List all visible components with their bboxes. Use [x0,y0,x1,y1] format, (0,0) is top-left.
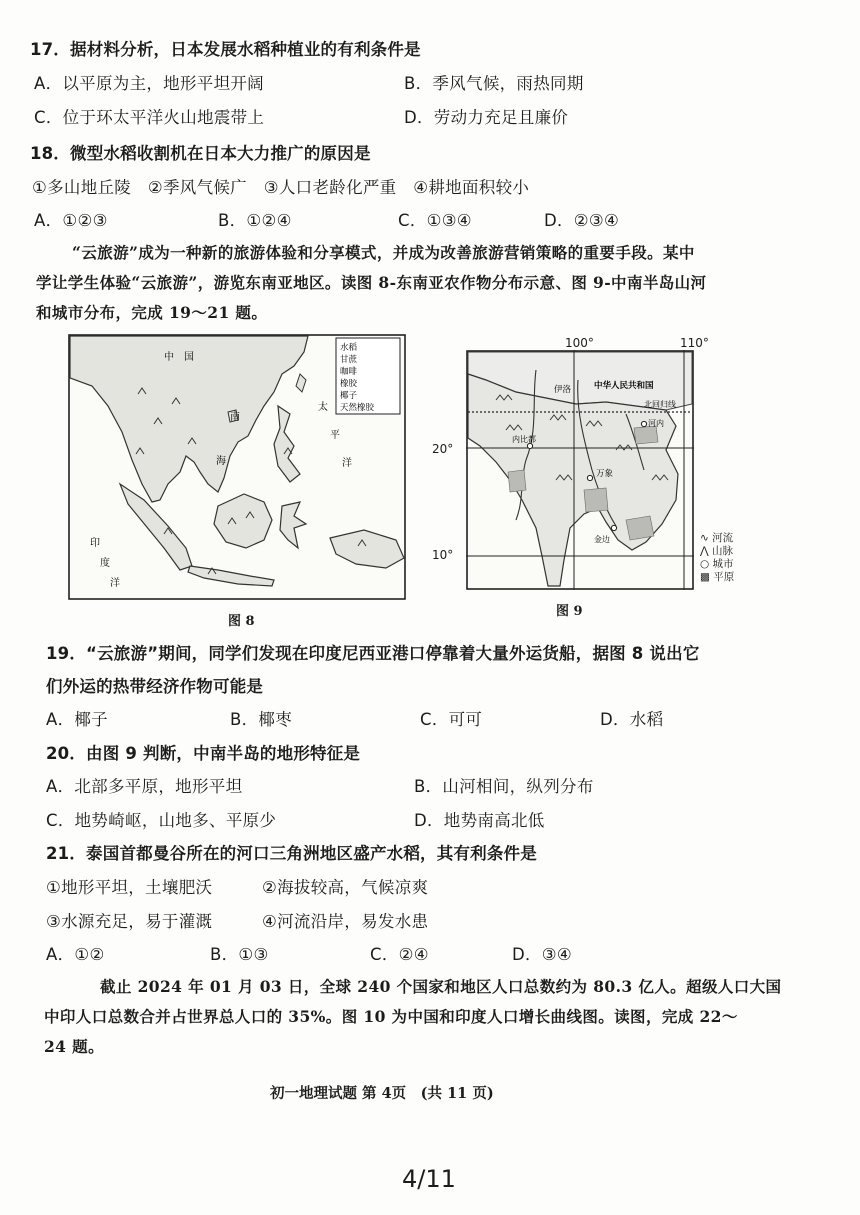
fig9-label-wanxiang: 万象 [596,469,614,479]
question-19-option-c: C．可可 [420,710,483,729]
question-17-stem: 17．据材料分析，日本发展水稻种植业的有利条件是 [30,40,421,59]
passage-cloud-tourism [36,238,826,328]
fig8-label-hai: 海 [216,456,226,467]
question-21-option-d: D．③④ [512,945,572,964]
fig9-legend-river-label: 河流 [712,532,734,544]
question-17-option-c: C．位于环太平洋火山地震带上 [34,108,265,127]
question-18-option-d: D．②③④ [544,211,620,230]
figure-8-southeast-asia-crop-map [68,334,406,600]
figure-9-caption: 图 9 [556,604,583,619]
passage-2-line-2: 中印人口总数合并占世界总人口的 35%。图 10 为中国和印度人口增长曲线图。读图，完成 22～ [44,1007,738,1026]
question-17-option-d: D．劳动力充足且廉价 [404,108,569,127]
fig9-legend-city-label: 城市 [712,558,734,570]
question-20-option-d: D．地势南高北低 [414,811,545,830]
page-footer: 初一地理试题 第 4页 (共 11 页) [270,1085,494,1102]
fig9-legend-mountain-label: 山脉 [711,545,733,557]
fig9-label-neibi: 内比都 [512,435,536,444]
question-19-stem-line-2: 们外运的热带经济作物可能是 [46,677,264,696]
fig9-legend-city: ○ 城市 [700,558,734,570]
fig8-legend-item-5: 椰子 [340,391,358,401]
fig9-label-tropic: 北回归线 [644,400,676,409]
fig9-label-yiluo: 伊洛 [554,385,572,395]
page-indicator: 4/11 [402,1165,456,1193]
fig8-label-indian-3: 洋 [110,578,120,589]
question-18-option-b: B．①②④ [218,211,292,230]
passage-1-line-1: “云旅游”成为一种新的旅游体验和分享模式，并成为改善旅游营销策略的重要手段。某中 [72,243,695,262]
fig8-legend-item-2: 甘蔗 [340,355,358,365]
fig9-legend-plain-label: 平原 [713,571,735,583]
fig8-label-pacific-1: 太 [318,402,328,413]
fig9-label-prc: 中华人民共和国 [594,381,654,391]
passage-2-line-3: 24 题。 [44,1037,104,1056]
passage-population [44,972,824,1062]
question-17-option-a: A．以平原为主，地形平坦开阔 [34,74,264,93]
fig8-label-nan: 南 [230,412,240,423]
question-21-option-a: A．①② [46,945,105,964]
question-18-option-c: C．①③④ [398,211,472,230]
fig8-label-pacific-2: 平 [330,430,340,441]
question-21-option-c: C．②④ [370,945,429,964]
question-18-items: ①多山地丘陵 ②季风气候广 ③人口老龄化严重 ④耕地面积较小 [32,178,530,197]
fig8-legend [336,338,400,414]
passage-2-line-1: 截止 2024 年 01 月 03 日，全球 240 个国家和地区人口总数约为 80.3 亿人。超级人口大国 [100,977,782,996]
fig9-lat-20: 20° [432,442,454,456]
fig8-legend-item-4: 橡胶 [340,379,358,389]
fig8-legend-item-1: 水稻 [340,343,358,353]
question-20-option-b: B．山河相间，纵列分布 [414,777,594,796]
fig9-label-jinbian: 金边 [594,535,610,544]
question-21-item-2: ②海拔较高，气候凉爽 [262,878,429,897]
question-21-item-3: ③水源充足，易于灌溉 [46,912,213,931]
fig9-legend-river: ∿ 河流 [700,532,734,544]
question-21-stem: 21．泰国首都曼谷所在的河口三角洲地区盛产水稻，其有利条件是 [46,844,537,863]
fig9-legend-plain: ▩ 平原 [700,571,735,583]
question-17-option-b: B．季风气候，雨热同期 [404,74,584,93]
question-18-stem: 18．微型水稻收割机在日本大力推广的原因是 [30,144,371,163]
question-20-stem: 20．由图 9 判断，中南半岛的地形特征是 [46,744,361,763]
question-19-option-b: B．椰枣 [230,710,293,729]
question-19-option-d: D．水稻 [600,710,664,729]
fig8-legend-item-3: 咖啡 [340,367,358,377]
fig9-label-henei: 河内 [648,419,664,428]
figure-8-caption: 图 8 [228,614,255,629]
figure-9-indochina-map [466,350,694,590]
fig9-lon-100: 100° [565,336,594,350]
passage-1-line-2: 学让学生体验“云旅游”，游览东南亚地区。读图 8-东南亚农作物分布示意、图 9-中南半岛山河 [36,273,707,292]
fig8-label-indian-2: 度 [100,558,110,569]
question-21-item-1: ①地形平坦，土壤肥沃 [46,878,213,897]
question-19-option-a: A．椰子 [46,710,108,729]
question-21-option-b: B．①③ [210,945,269,964]
fig9-lat-10: 10° [432,548,454,562]
fig9-lon-110: 110° [680,336,709,350]
fig9-legend-mountain: ⋀ 山脉 [700,545,733,557]
question-20-option-c: C．地势崎岖，山地多、平原少 [46,811,277,830]
fig9-legend [700,532,734,584]
fig8-label-indian-1: 印 [90,538,100,549]
fig8-label-china: 中 国 [164,352,194,363]
question-18-option-a: A．①②③ [34,211,108,230]
question-20-option-a: A．北部多平原，地形平坦 [46,777,243,796]
question-21-item-4: ④河流沿岸，易发水患 [262,912,429,931]
passage-1-line-3: 和城市分布，完成 19～21 题。 [36,303,268,322]
fig8-legend-item-6: 天然橡胶 [340,403,375,413]
fig8-label-pacific-3: 洋 [342,458,352,469]
question-19-stem-line-1: 19．“云旅游”期间，同学们发现在印度尼西亚港口停靠着大量外运货船，据图 8 说出它 [46,644,700,663]
